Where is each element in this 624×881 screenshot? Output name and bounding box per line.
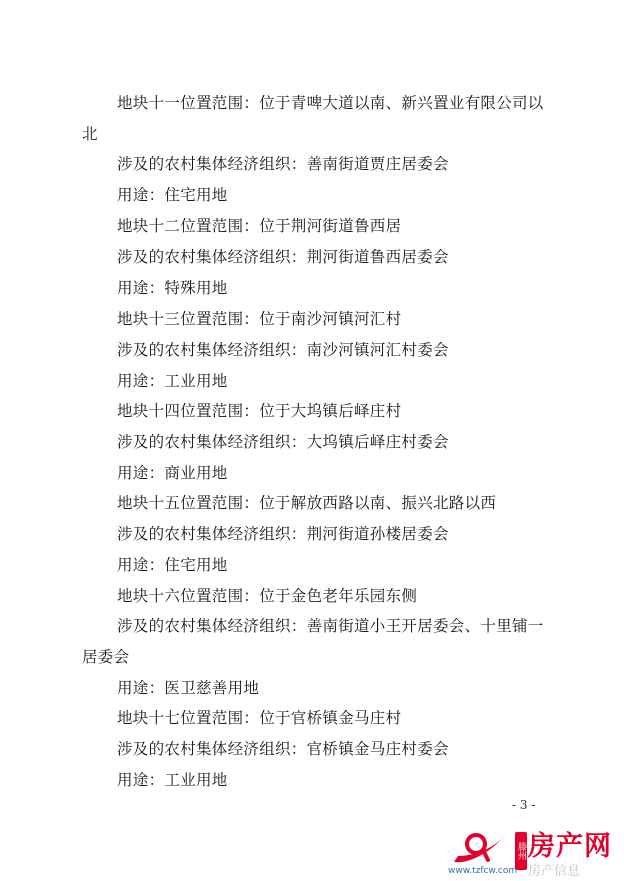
paragraph-block-16-location: 地块十六位置范围：位于金色老年乐园东侧 xyxy=(117,587,418,605)
paragraph-block-13-organization: 涉及的农村集体经济组织：南沙河镇河汇村委会 xyxy=(117,341,449,359)
paragraph-block-12-usage: 用途：特殊用地 xyxy=(117,279,228,297)
watermark-logo xyxy=(448,822,624,881)
watermark-subtitle: 房产信息 xyxy=(528,864,581,879)
paragraph-block-14-location: 地块十四位置范围：位于大坞镇后峄庄村 xyxy=(117,402,402,420)
paragraph-block-11-organization: 涉及的农村集体经济组织：善南街道贾庄居委会 xyxy=(117,155,449,173)
paragraph-block-11-location: 地块十一位置范围：位于青啤大道以南、新兴置业有限公司以北 xyxy=(82,94,544,143)
paragraph-block-12-location: 地块十二位置范围：位于荆河街道鲁西居 xyxy=(117,217,402,235)
paragraph-block-15-organization: 涉及的农村集体经济组织：荆河街道孙楼居委会 xyxy=(117,525,449,543)
paragraph-block-16-usage: 用途：医卫慈善用地 xyxy=(117,679,260,697)
watermark-city-tag: 滕州 xyxy=(515,832,527,870)
paragraph-block-15-usage: 用途：住宅用地 xyxy=(117,556,228,574)
paragraph-block-11-usage: 用途：住宅用地 xyxy=(117,186,228,204)
paragraph-block-13-location: 地块十三位置范围：位于南沙河镇河汇村 xyxy=(117,310,402,328)
page-number: - 3 - xyxy=(512,798,536,812)
swoosh-logo-icon xyxy=(448,822,518,868)
paragraph-block-17-location: 地块十七位置范围：位于官桥镇金马庄村 xyxy=(117,709,402,727)
paragraph-block-13-usage: 用途：工业用地 xyxy=(117,372,228,390)
paragraph-block-16-organization: 涉及的农村集体经济组织：善南街道小王开居委会、十里铺一居委会 xyxy=(82,617,544,666)
paragraph-block-12-organization: 涉及的农村集体经济组织：荆河街道鲁西居委会 xyxy=(117,248,449,266)
watermark-url: www.tzfcw.com xyxy=(448,866,518,876)
paragraph-block-14-usage: 用途：商业用地 xyxy=(117,464,228,482)
watermark-brand: 房产网 xyxy=(528,831,612,862)
paragraph-block-17-usage: 用途：工业用地 xyxy=(117,771,228,789)
paragraph-block-15-location: 地块十五位置范围：位于解放西路以南、振兴北路以西 xyxy=(117,494,497,512)
paragraph-block-17-organization: 涉及的农村集体经济组织：官桥镇金马庄村委会 xyxy=(117,740,449,758)
paragraph-block-14-organization: 涉及的农村集体经济组织：大坞镇后峄庄村委会 xyxy=(117,433,449,451)
